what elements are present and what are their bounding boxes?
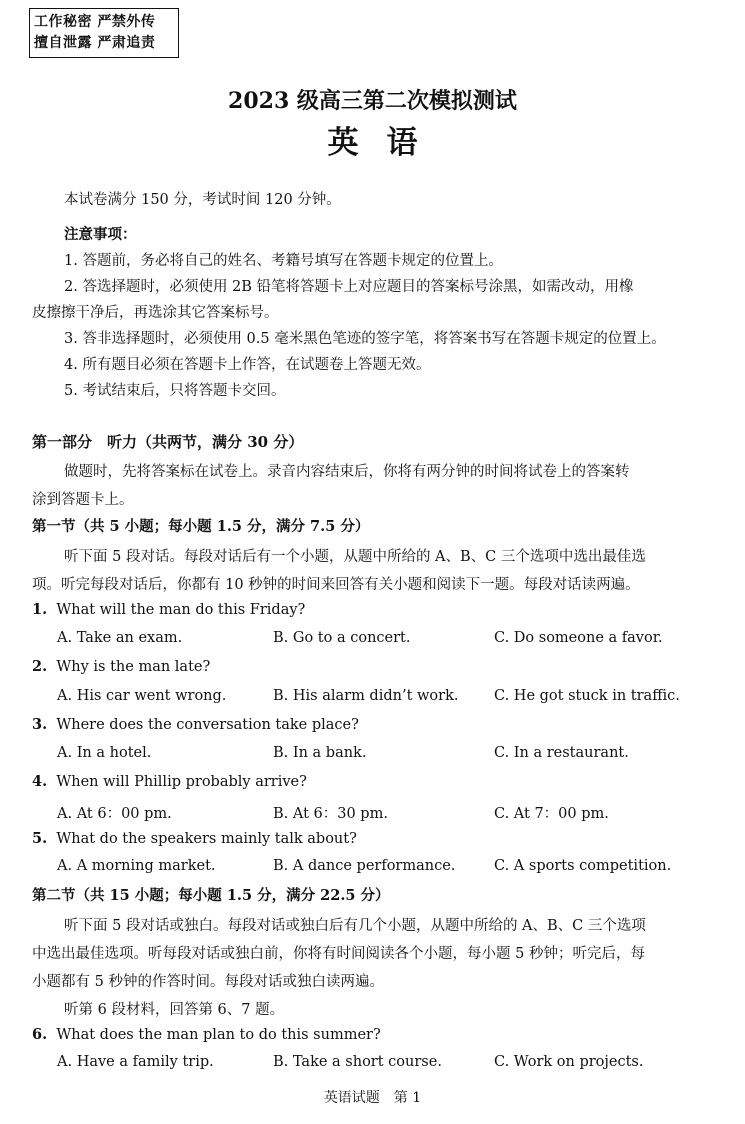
part1-instruction: 涂到答题卡上。 bbox=[32, 492, 134, 508]
option-c: C. Do someone a favor. bbox=[494, 630, 663, 646]
question-text: Where does the conversation take place? bbox=[56, 717, 359, 733]
option-c: C. He got stuck in traffic. bbox=[494, 688, 680, 704]
notes-heading: 注意事项： bbox=[64, 226, 137, 243]
section1-instruction: 项。听完每段对话后，你都有 10 秒钟的时间来回答有关小题和阅读下一题。每段对话读两遍。 bbox=[32, 577, 640, 593]
question-text: Why is the man late? bbox=[56, 659, 211, 675]
note-item: 3. 答非选择题时，必须使用 0.5 毫米黑色笔迹的签字笔，将答案书写在答题卡规定的位置上。 bbox=[64, 331, 666, 347]
exam-title: 2023 级高三第二次模拟测试 bbox=[228, 88, 517, 114]
material-instruction: 听第 6 段材料，回答第 6、7 题。 bbox=[64, 1002, 285, 1018]
question-text: When will Phillip probably arrive? bbox=[56, 774, 307, 790]
option-b: B. A dance performance. bbox=[273, 858, 456, 874]
subject-title: 英语 bbox=[327, 125, 446, 161]
page-footer: 英语试题 第 1 bbox=[323, 1090, 422, 1106]
question-text: What will the man do this Friday? bbox=[56, 602, 306, 618]
question-number: 4. bbox=[32, 773, 48, 790]
question-item bbox=[32, 830, 357, 847]
confidential-line-2: 擅自泄露 严肃追责 bbox=[34, 35, 156, 51]
section2-instruction: 中选出最佳选项。听每段对话或独白前，你将有时间阅读各个小题，每小题 5 秒钟；听完后，每 bbox=[32, 946, 645, 962]
note-item: 5. 考试结束后，只将答题卡交回。 bbox=[64, 383, 286, 399]
option-b: B. Go to a concert. bbox=[273, 630, 411, 646]
option-c: C. Work on projects. bbox=[494, 1054, 644, 1070]
question-number: 2. bbox=[32, 658, 48, 675]
part1-heading: 第一部分 听力（共两节，满分 30 分） bbox=[32, 433, 304, 451]
part1-instruction: 做题时，先将答案标在试卷上。录音内容结束后，你将有两分钟的时间将试卷上的答案转 bbox=[64, 464, 630, 480]
question-item bbox=[32, 1026, 381, 1043]
section1-heading: 第一节（共 5 小题；每小题 1.5 分，满分 7.5 分） bbox=[32, 518, 370, 535]
question-item bbox=[32, 658, 210, 675]
question-number: 3. bbox=[32, 716, 48, 733]
note-item: 2. 答选择题时，必须使用 2B 铅笔将答题卡上对应题目的答案标号涂黑，如需改动，用橡 bbox=[64, 279, 634, 295]
question-number: 5. bbox=[32, 830, 48, 847]
option-b: B. Take a short course. bbox=[273, 1054, 442, 1070]
option-c: C. At 7：00 pm. bbox=[494, 806, 609, 822]
confidential-stamp bbox=[29, 8, 179, 58]
section2-heading: 第二节（共 15 小题；每小题 1.5 分，满分 22.5 分） bbox=[32, 887, 390, 904]
option-c: C. In a restaurant. bbox=[494, 745, 629, 761]
question-number: 1. bbox=[32, 601, 48, 618]
option-a: A. At 6：00 pm. bbox=[57, 806, 172, 822]
question-item bbox=[32, 773, 307, 790]
option-b: B. In a bank. bbox=[273, 745, 367, 761]
option-a: A. In a hotel. bbox=[57, 745, 152, 761]
option-a: A. His car went wrong. bbox=[57, 688, 227, 704]
question-number: 6. bbox=[32, 1026, 48, 1043]
confidential-line-1: 工作秘密 严禁外传 bbox=[34, 14, 156, 30]
option-a: A. Have a family trip. bbox=[57, 1054, 214, 1070]
note-item: 皮擦擦干净后，再选涂其它答案标号。 bbox=[32, 305, 279, 321]
note-item: 1. 答题前，务必将自己的姓名、考籍号填写在答题卡规定的位置上。 bbox=[64, 253, 503, 269]
option-a: A. A morning market. bbox=[57, 858, 216, 874]
section2-instruction: 听下面 5 段对话或独白。每段对话或独白后有几个小题，从题中所给的 A、B、C 三个选项 bbox=[64, 918, 646, 934]
question-text: What does the man plan to do this summer? bbox=[56, 1027, 381, 1043]
question-item bbox=[32, 601, 305, 618]
intro-text: 本试卷满分 150 分，考试时间 120 分钟。 bbox=[64, 192, 341, 208]
option-b: B. His alarm didn’t work. bbox=[273, 688, 459, 704]
section1-instruction: 听下面 5 段对话。每段对话后有一个小题，从题中所给的 A、B、C 三个选项中选出最佳选 bbox=[64, 549, 646, 565]
question-item bbox=[32, 716, 359, 733]
note-item: 4. 所有题目必须在答题卡上作答，在试题卷上答题无效。 bbox=[64, 357, 431, 373]
question-text: What do the speakers mainly talk about? bbox=[56, 831, 357, 847]
option-c: C. A sports competition. bbox=[494, 858, 672, 874]
option-a: A. Take an exam. bbox=[57, 630, 183, 646]
section2-instruction: 小题都有 5 秒钟的作答时间。每段对话或独白读两遍。 bbox=[32, 974, 384, 990]
option-b: B. At 6：30 pm. bbox=[273, 806, 388, 822]
